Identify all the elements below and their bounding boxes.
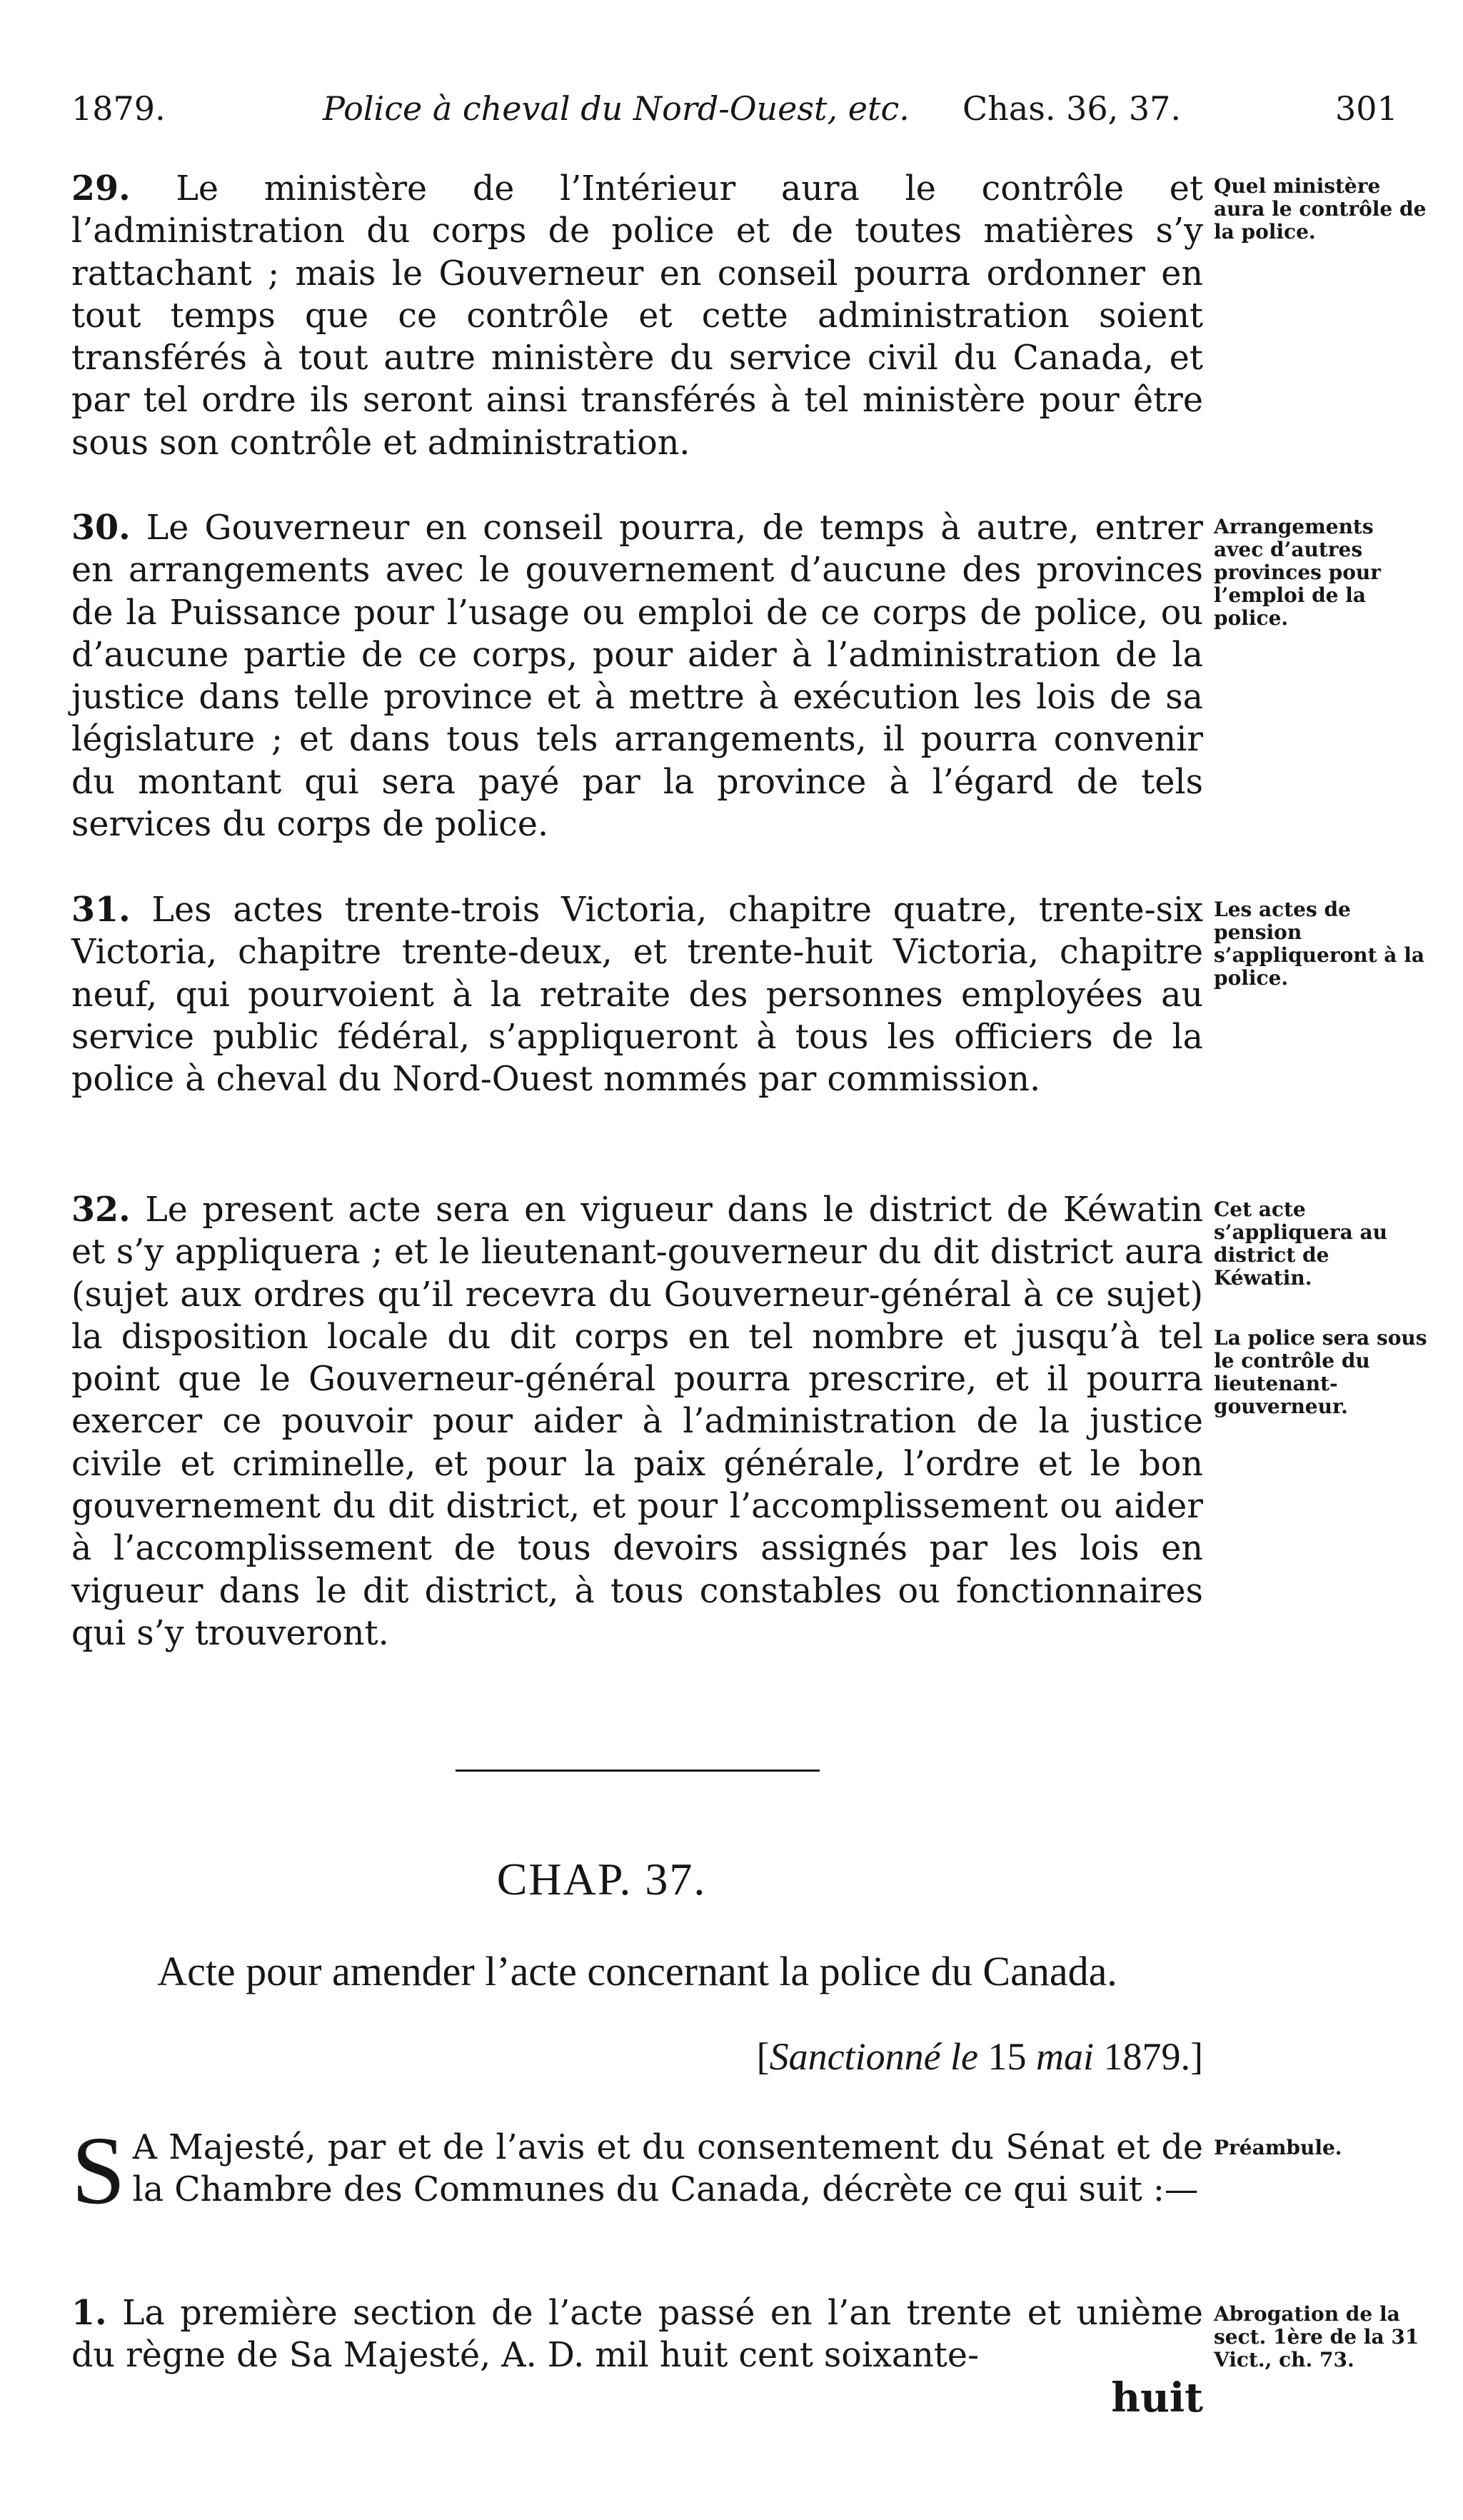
section-number: 31. [71,890,131,930]
section-divider [456,1769,820,1772]
preamble-text: A Majesté, par et de l’avis et du consentement du Sénat et de la Chambre des Communes du Canada, décrète ce qui suit :— [132,2128,1203,2210]
margin-note-section-29: Quel ministère aura le contrôle de la police. [1214,174,1427,244]
section-1-paragraph [71,2292,1203,2377]
margin-note-section-32-police: La police sera sous le contrôle du lieutenant-gouverneur. [1214,1326,1427,1418]
margin-note-section-30: Arrangements avec d’autres provinces pour l’emploi de la police. [1214,515,1382,630]
header-year: 1879. [71,89,166,128]
margin-note-section-31: Les actes de pension s’appliqueront à la police. [1214,898,1424,990]
section-number: 32. [71,1190,131,1230]
sanction-day: 15 [978,2035,1037,2078]
margin-note-section-1: Abrogation de la sect. 1ère de la 31 Vict., ch. 73. [1214,2302,1419,2371]
section-30 [71,507,1203,845]
section-1 [71,2292,1203,2421]
section-29-paragraph [71,168,1203,464]
header-chapters: Chas. 36, 37. [962,89,1182,128]
section-32 [71,1189,1203,1655]
preamble [71,2117,1203,2224]
chapter-heading: CHAP. 37. [496,1854,707,1904]
section-32-paragraph [71,1189,1203,1655]
section-31 [71,889,1203,1100]
section-29 [71,168,1203,464]
section-30-paragraph [71,507,1203,845]
sanction-label: Sanctionné le [769,2035,979,2078]
section-number: 30. [71,508,131,548]
section-number: 1. [71,2293,107,2333]
header-title: Police à cheval du Nord-Ouest, etc. [323,89,910,128]
section-text: Les actes trente-trois Victoria, chapitre quatre, trente-six Victoria, chapitre trente-deux, et trente-huit Victoria, chapitre neuf, qui pourvoient à la retraite des personnes employées au service public fédéral, s’appliqueront à tous les officiers de la police à cheval du Nord-Ouest nommés par commission. [71,890,1203,1100]
section-text: Le Gouverneur en conseil pourra, de temps à autre, entrer en arrangements avec le gouvernement d’aucune des provinces de la Puissance pour l’usage ou emploi de ce corps de police, ou d’aucune partie de ce corps, pour aider à l’administration de la justice dans telle province et à mettre à exécution les lois de sa législature ; et dans tous tels arrangements, il pourra convenir du montant qui sera payé par la province à l’égard de tels services du corps de police. [71,508,1203,845]
section-31-paragraph [71,889,1203,1100]
section-1-last-line [71,2374,1203,2421]
page-number: 301 [1335,89,1398,128]
sanction-year: 1879.] [1094,2035,1203,2078]
act-title: Acte pour amender l’acte concernant la police du Canada. [157,1948,1117,1994]
margin-note-preamble: Préambule. [1214,2136,1342,2159]
margin-note-section-32: Cet acte s’appliquera au district de Kéwatin. [1214,1198,1387,1290]
sanction-date: [Sanctionné le 15 mai 1879.] [756,2035,1203,2078]
section-text: Le ministère de l’Intérieur aura le contrôle et l’administration du corps de police et de toutes matières s’y rattachant ; mais le Gouverneur en conseil pourra ordonner en tout temps que ce contrôle et cette administration soient transférés à tout autre ministère du service civil du Canada, et par tel ordre ils seront ainsi transférés à tel ministère pour être sous son contrôle et administration. [71,169,1203,463]
section-1-last-word: huit [1111,2374,1203,2421]
sanction-month: mai [1036,2035,1095,2078]
section-text: La première section de l’acte passé en l’an trente et unième du règne de Sa Majesté, A. D. mil huit cent soixante- [71,2294,1203,2376]
section-text: Le present acte sera en vigueur dans le district de Kéwatin et s’y appliquera ; et le lieutenant-gouverneur du dit district aura (sujet aux ordres qu’il recevra du Gouverneur-général à ce sujet) la disposition locale du dit corps en tel nombre et jusqu’à tel point que le Gouverneur-général pourra prescrire, et il pourra exercer ce pouvoir pour aider à l’administration de la justice civile et criminelle, et pour la paix générale, l’ordre et le bon gouvernement du dit district, et pour l’accomplissement ou aider à l’accomplissement de tous devoirs assignés par les lois en vigueur dans le dit district, à tous constables ou fonctionnaires qui s’y trouveront. [71,1190,1203,1653]
drop-cap: S [71,2117,126,2224]
section-number: 29. [71,169,131,209]
